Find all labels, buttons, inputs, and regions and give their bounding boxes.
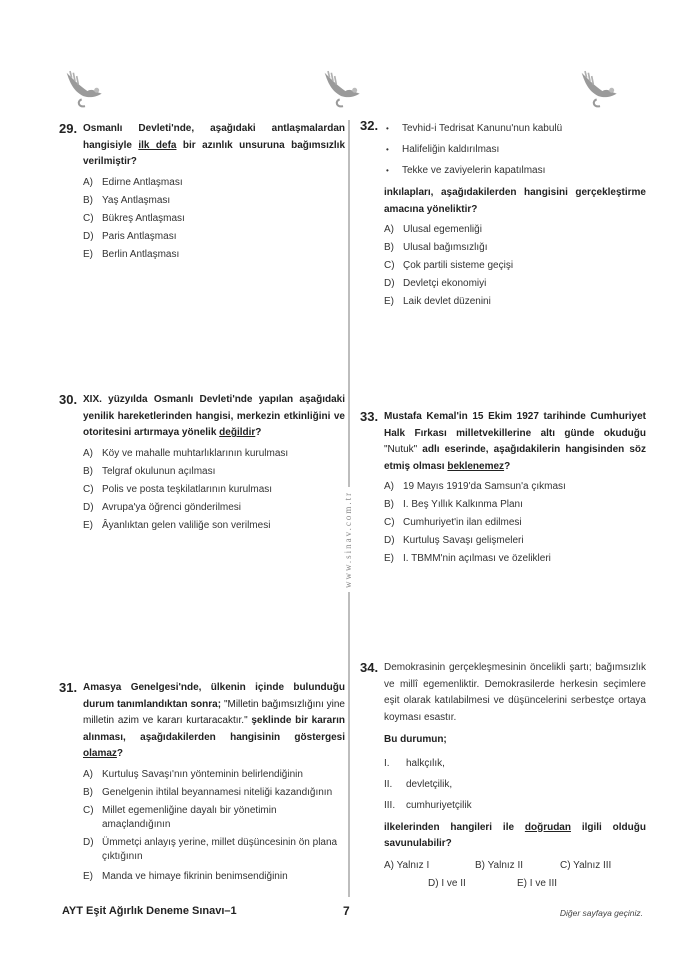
option-e[interactable]: E) Laik devlet düzenini bbox=[384, 296, 491, 307]
options-list bbox=[384, 478, 646, 568]
question-number: 33. bbox=[360, 409, 379, 424]
question-33 bbox=[360, 409, 646, 568]
bullet-item: • Halifeliğin kaldırılması bbox=[384, 139, 646, 160]
watermark: www.sinav.com.tr bbox=[342, 487, 354, 592]
question-stem: Osmanlı Devleti'nde, aşağıdaki antlaşmalardan hangisiyle ilk defa bir azınlık unsuruna bağımsızlık verilmiştir? bbox=[83, 123, 346, 167]
option-a[interactable]: A) Köy ve mahalle muhtarlıklarının kurulması bbox=[83, 447, 289, 459]
option-b[interactable]: B) Yalnız II bbox=[475, 859, 523, 871]
option-d[interactable]: D) Ümmetçi anlayış yerine, millet düşüncesinin ön plana çıktığının bbox=[83, 836, 338, 862]
question-number: 34. bbox=[360, 660, 379, 675]
option-e[interactable]: E) Berlin Antlaşması bbox=[83, 248, 180, 260]
option-e[interactable]: E) I ve III bbox=[517, 877, 558, 889]
option-b[interactable]: B) Genelgenin ihtilal beyannamesi niteliği kazandığının bbox=[83, 786, 333, 798]
eagle-logo-icon bbox=[575, 66, 625, 112]
question-number: 31. bbox=[59, 680, 78, 695]
next-page-note: Diğer sayfaya geçiniz. bbox=[559, 908, 643, 918]
option-a[interactable]: A) Edirne Antlaşması bbox=[83, 176, 183, 188]
question-passage: Demokrasinin gerçekleşmesinin öncelikli şartı; bağımsızlık ve millî egemenliktir. Demokrasilerde herkesin seçimlere eşit olarak katılabilmesi ve düşüncelerini serbestçe ortaya koyması esastır. bbox=[384, 662, 646, 723]
option-c[interactable]: C) Çok partili sisteme geçişi bbox=[384, 260, 514, 271]
roman-item: II. devletçilik, bbox=[384, 778, 453, 790]
options-list bbox=[83, 766, 345, 886]
option-d[interactable]: D) Paris Antlaşması bbox=[83, 230, 177, 242]
page-number: 7 bbox=[343, 904, 350, 918]
question-number: 30. bbox=[59, 392, 78, 407]
roman-list bbox=[384, 753, 646, 816]
option-d[interactable]: D) Kurtuluş Savaşı gelişmeleri bbox=[384, 535, 524, 546]
exam-title: AYT Eşit Ağırlık Deneme Sınavı–1 bbox=[62, 905, 237, 917]
option-c[interactable]: C) Millet egemenliğine dayalı bir yönetimin amaçlandığının bbox=[83, 804, 277, 830]
question-32 bbox=[360, 118, 646, 311]
question-stem: XIX. yüzyılda Osmanlı Devleti'nde yapılan aşağıdaki yenilik hareketlerinden hangisi, merkezin etkinliğini ve otoritesini artırmaya yönelik değildir? bbox=[83, 394, 345, 438]
option-c[interactable]: C) Yalnız III bbox=[560, 859, 612, 871]
option-c[interactable]: C) Polis ve posta teşkilatlarının kurulması bbox=[83, 483, 273, 495]
question-stem: inkılapları, aşağıdakilerden hangisini gerçekleştirme amacına yöneliktir? bbox=[384, 187, 646, 215]
roman-item: III. cumhuriyetçilik bbox=[384, 799, 472, 811]
option-e[interactable]: E) Manda ve himaye fikrinin benimsendiğinin bbox=[83, 870, 288, 882]
option-b[interactable]: B) Telgraf okulunun açılması bbox=[83, 465, 216, 477]
question-stem: ilkelerinden hangileri ile doğrudan ilgili olduğu savunulabilir? bbox=[384, 821, 646, 849]
option-d[interactable]: D) Devletçi ekonomiyi bbox=[384, 278, 487, 289]
bullet-list bbox=[384, 118, 646, 181]
eagle-logo-icon bbox=[318, 66, 368, 112]
roman-item: I. halkçılık, bbox=[384, 757, 445, 769]
options-grid bbox=[384, 858, 646, 896]
option-a[interactable]: A) Yalnız I bbox=[384, 859, 430, 871]
option-c[interactable]: C) Bükreş Antlaşması bbox=[83, 212, 185, 224]
question-lead: Bu durumun; bbox=[384, 734, 447, 745]
options-list bbox=[384, 221, 646, 311]
question-34 bbox=[360, 660, 646, 896]
options-list bbox=[83, 174, 345, 264]
option-a[interactable]: A) Ulusal egemenliği bbox=[384, 224, 482, 235]
question-31 bbox=[59, 680, 345, 886]
bullet-item: • Tekke ve zaviyelerin kapatılması bbox=[384, 160, 646, 181]
option-b[interactable]: B) Yaş Antlaşması bbox=[83, 194, 171, 206]
option-e[interactable]: E) Âyanlıktan gelen valiliğe son verilmesi bbox=[83, 519, 271, 531]
question-stem: Amasya Genelgesi'nde, ülkenin içinde bulunduğu durum tanımlandıktan sonra; "Milletin bağımsızlığını yine milletin azim ve kararı kurtaracaktır." şeklinde bir kararın alınması, aşağıdakilerden hangisinin göstergesi olamaz? bbox=[83, 682, 345, 759]
question-29 bbox=[59, 121, 346, 264]
option-e[interactable]: E) I. TBMM'nin açılması ve özelikleri bbox=[384, 553, 551, 564]
question-number: 29. bbox=[59, 121, 78, 136]
question-number: 32. bbox=[360, 118, 379, 133]
question-30 bbox=[59, 392, 345, 535]
bullet-item: • Tevhid-i Tedrisat Kanunu'nun kabulü bbox=[384, 118, 646, 139]
option-b[interactable]: B) I. Beş Yıllık Kalkınma Planı bbox=[384, 499, 523, 510]
option-a[interactable]: A) Kurtuluş Savaşı'nın yönteminin belirlendiğinin bbox=[83, 768, 303, 780]
question-stem: Mustafa Kemal'in 15 Ekim 1927 tarihinde Cumhuriyet Halk Fırkası milletvekillerine altı günde okuduğu "Nutuk" adlı eserinde, aşağıdakilerin hangisinden söz etmiş olması beklenemez? bbox=[384, 411, 646, 472]
options-list bbox=[83, 445, 345, 535]
option-d[interactable]: D) Avrupa'ya öğrenci gönderilmesi bbox=[83, 501, 242, 513]
option-b[interactable]: B) Ulusal bağımsızlığı bbox=[384, 242, 488, 253]
eagle-logo-icon bbox=[60, 66, 110, 112]
option-a[interactable]: A) 19 Mayıs 1919'da Samsun'a çıkması bbox=[384, 481, 566, 492]
option-c[interactable]: C) Cumhuriyet'in ilan edilmesi bbox=[384, 517, 522, 528]
option-d[interactable]: D) I ve II bbox=[428, 877, 466, 889]
